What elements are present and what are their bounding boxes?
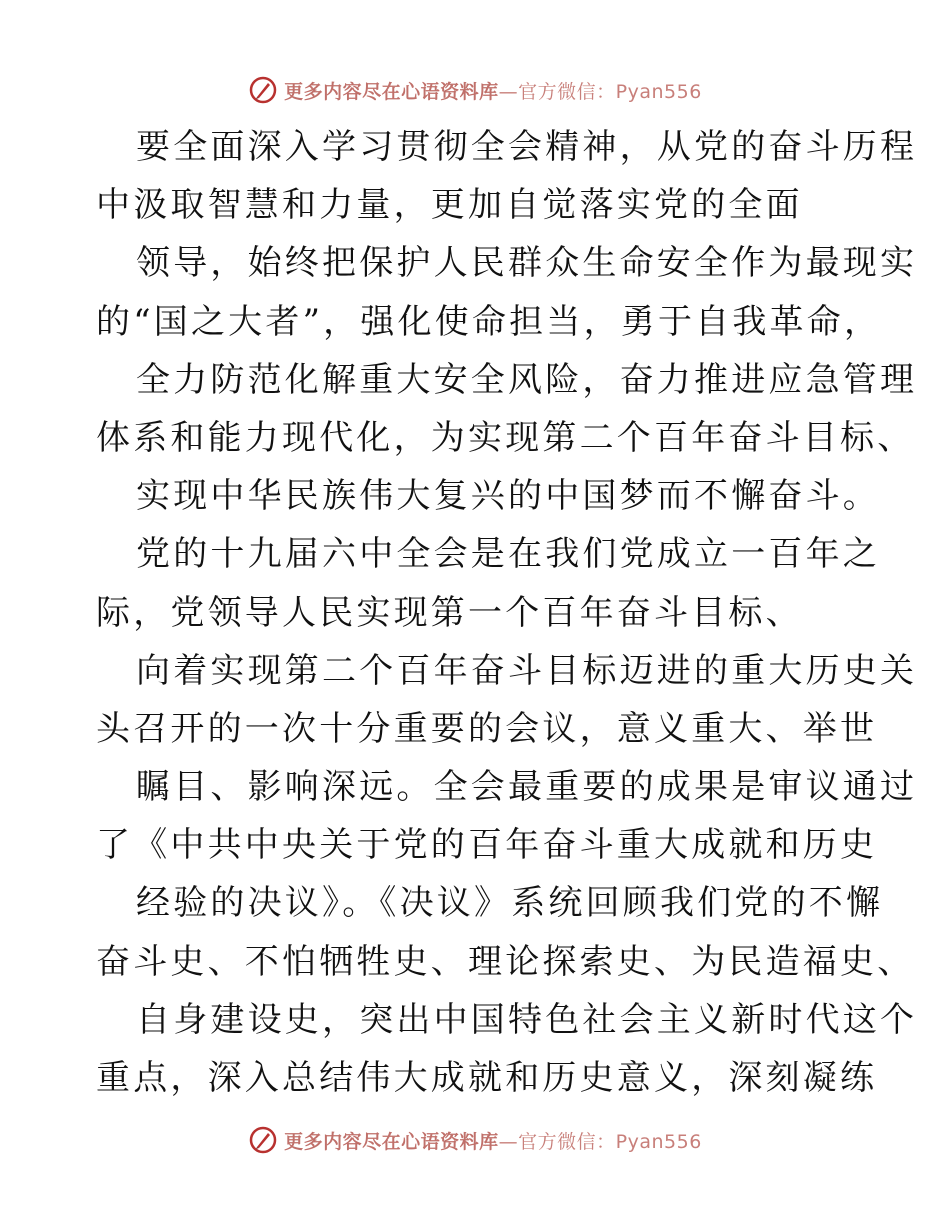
text-line: 经验的决议》。《决议》系统回顾我们党的不懈 [136, 883, 884, 924]
text-line: 自身建设史，突出中国特色社会主义新时代这个 [136, 999, 918, 1040]
text-line: 领导，始终把保护人民群众生命安全作为最现实 [136, 243, 918, 284]
quill-logo-icon [248, 1125, 278, 1155]
text-line: 头召开的一次十分重要的会议，意义重大、举世 [96, 708, 878, 749]
text-line: 瞩目、影响深远。全会最重要的成果是审议通过 [136, 767, 918, 808]
text-line: 体系和能力现代化，为实现第二个百年奋斗目标、 [96, 417, 915, 458]
text-line: 党的十九届六中全会是在我们党成立一百年之 [136, 534, 880, 575]
watermark-text [284, 77, 702, 104]
text-line: 际，党领导人民实现第一个百年奋斗目标、 [96, 592, 803, 633]
text-line: 全力防范化解重大安全风险，奋力推进应急管理 [136, 359, 918, 400]
footer-watermark [0, 1120, 950, 1160]
text-line: 了《中共中央关于党的百年奋斗重大成就和历史 [96, 825, 878, 866]
text-line: 实现中华民族伟大复兴的中国梦而不懈奋斗。 [136, 476, 880, 517]
watermark-suffix: —官方微信：Pyan556 [498, 1130, 702, 1153]
text-line: 重点，深入总结伟大成就和历史意义，深刻凝练 [96, 1058, 878, 1098]
watermark-brand: 更多内容尽在心语资料库 [284, 1130, 499, 1153]
text-line: 中汲取智慧和力量，更加自觉落实党的全面 [96, 185, 803, 226]
watermark-text [284, 1127, 702, 1154]
text-line: 向着实现第二个百年奋斗目标迈进的重大历史关 [136, 650, 918, 691]
quill-logo-icon [248, 75, 278, 105]
header-watermark [0, 70, 950, 110]
text-line: 奋斗史、不怕牺牲史、理论探索史、为民造福史、 [96, 941, 915, 982]
text-line: 的“国之大者”，强化使命担当，勇于自我革命， [96, 301, 882, 342]
watermark-brand: 更多内容尽在心语资料库 [284, 80, 499, 103]
document-body [96, 118, 918, 1107]
watermark-suffix: —官方微信：Pyan556 [498, 80, 702, 103]
text-line: 要全面深入学习贯彻全会精神，从党的奋斗历程 [136, 127, 918, 167]
